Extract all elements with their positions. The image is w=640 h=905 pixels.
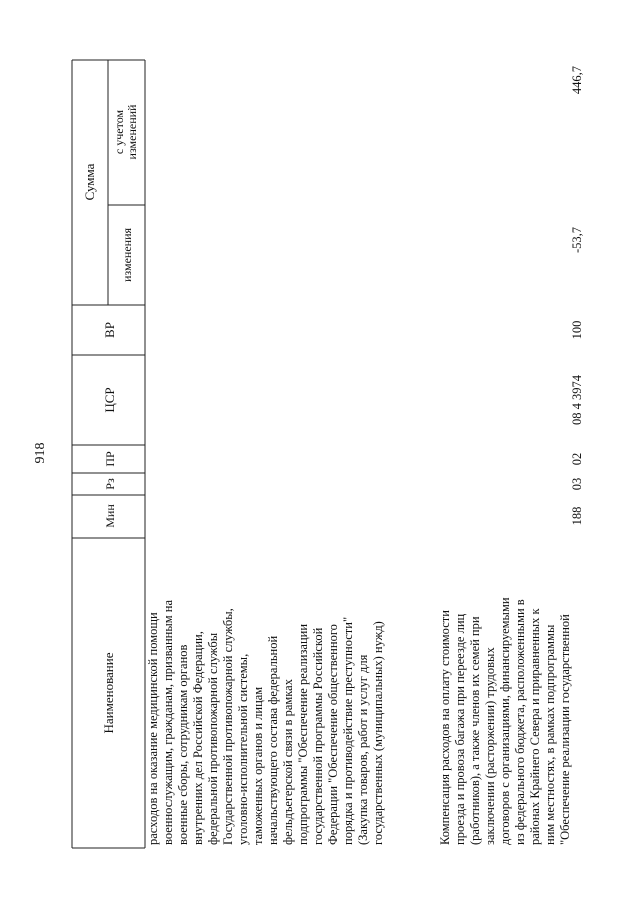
row1-line: уголовно-исполнительной системы, bbox=[236, 653, 250, 845]
row1-line: федеральной противопожарной службы bbox=[206, 632, 220, 845]
header-name: Наименование bbox=[101, 652, 116, 734]
row2-name bbox=[438, 597, 572, 845]
header-with-changes-2: изменений bbox=[125, 104, 139, 160]
row1-line: порядка и противодействие преступности" bbox=[341, 616, 355, 845]
row2-line: проезда и провоза багажа при переезде лиц bbox=[453, 613, 467, 845]
row2-line: из федерального бюджета, расположенными в bbox=[513, 599, 527, 845]
row1-line: начальствующего состава федеральной bbox=[266, 635, 280, 845]
row1-line: внутренних дел Российской Федерации, bbox=[191, 631, 205, 845]
row1-line: подпрограммы "Обеспечение реализации bbox=[296, 623, 310, 845]
row1-line: расходов на оказание медицинской помощи bbox=[146, 612, 160, 845]
cell-vr: 100 bbox=[570, 320, 584, 340]
row1-line: Федерации "Обеспечение общественного bbox=[326, 624, 340, 845]
row1-name bbox=[146, 600, 385, 845]
row2-line: Компенсация расходов на оплату стоимости bbox=[438, 610, 452, 845]
header-min: Мин bbox=[103, 504, 117, 528]
row2-line: договоров с организациями, финансируемыми bbox=[498, 597, 512, 845]
cell-with-changes: 446,7 bbox=[570, 65, 584, 95]
header-change: изменения bbox=[120, 227, 134, 283]
row2-line: "Обеспечение реализации государственной bbox=[558, 614, 572, 845]
cell-min: 188 bbox=[570, 506, 584, 526]
row1-line: (Закупка товаров, работ и услуг для bbox=[356, 654, 370, 845]
row1-values bbox=[570, 66, 584, 525]
cell-pr: 02 bbox=[570, 452, 584, 466]
header-summa: Сумма bbox=[82, 163, 97, 201]
cell-csr: 08 4 3974 bbox=[570, 375, 584, 425]
row2-line: районах Крайнего Севера и приравненных к bbox=[528, 608, 542, 845]
header-pr: ПР bbox=[103, 451, 117, 467]
row1-line: Государственной противопожарной службы, bbox=[221, 608, 235, 845]
page-number: 918 bbox=[33, 442, 48, 464]
header-csr: ЦСР bbox=[102, 387, 117, 413]
header-with-changes-1: с учетом bbox=[112, 109, 126, 155]
header-rz: Рз bbox=[103, 478, 117, 490]
row2-line: (работников), а также членов их семей при bbox=[468, 616, 482, 845]
row1-line: таможенных органов и лицам bbox=[251, 686, 265, 845]
row1-line: государственной программы Российской bbox=[311, 627, 325, 845]
cell-change: -53,7 bbox=[570, 226, 584, 254]
row1-line: государственных (муниципальных) нужд) bbox=[371, 621, 385, 845]
row1-line: военнослужащим, гражданам, призванным на bbox=[161, 599, 175, 845]
row2-line: заключении (расторжении) трудовых bbox=[483, 647, 497, 845]
row1-line: военные сборы, сотрудникам органов bbox=[176, 644, 190, 845]
row2-line: ним местностях, в рамках подпрограммы bbox=[543, 624, 557, 845]
row1-line: фельдъегерской связи в рамках bbox=[281, 679, 295, 845]
header-vr: ВР bbox=[102, 322, 117, 338]
cell-rz: 03 bbox=[570, 477, 584, 491]
